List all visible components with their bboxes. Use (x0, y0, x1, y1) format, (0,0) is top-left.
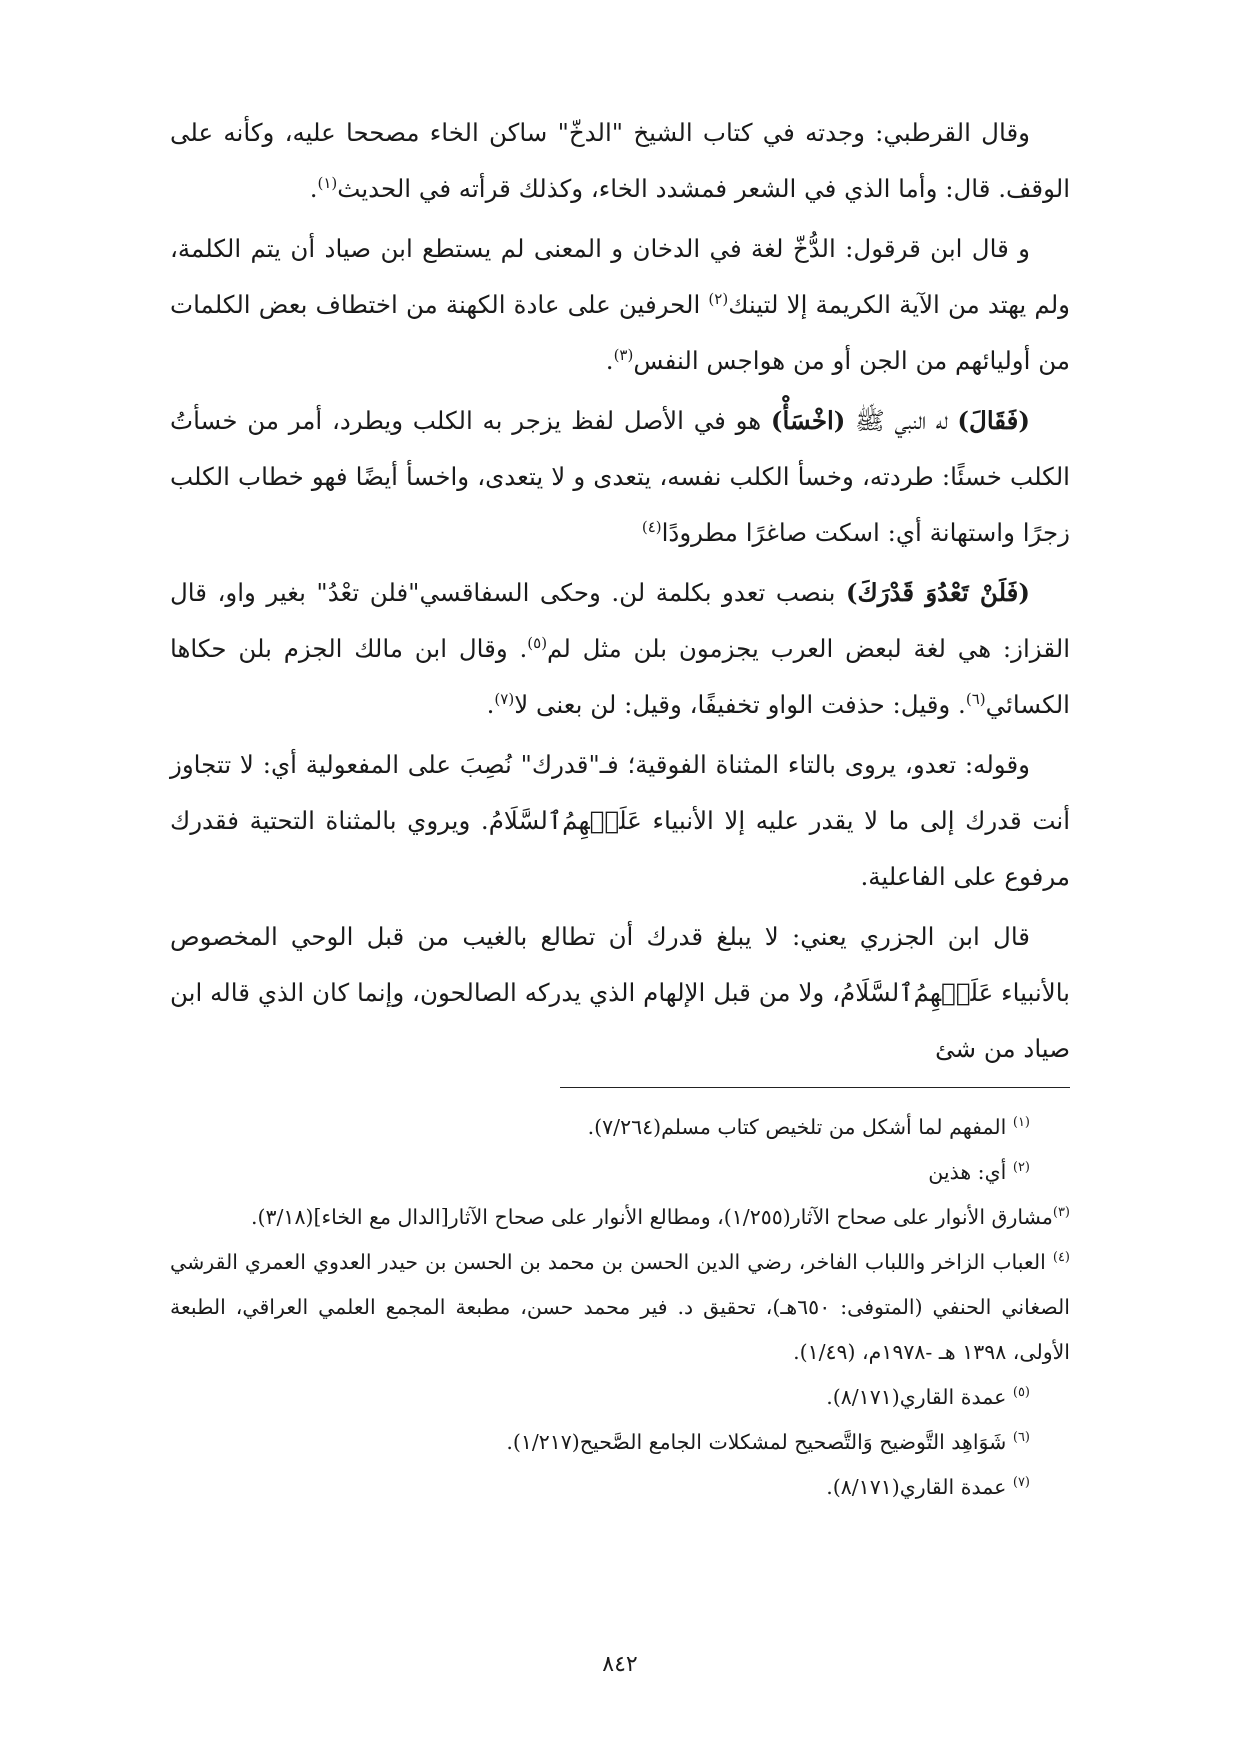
footnote-4: $^{(٤)}$ العباب الزاخر واللباب الفاخر، رضي الدين الحسن بن محمد بن الحسن بن حيدر العدوي العمري القرشي الصغاني الحنفي (المتوفى: ٦٥٠هـ)، تحقيق د. فير محمد حسن، مطبعة المجمع العلمي العراقي، الطبعة الأولى، ١٣٩٨ هـ -١٩٧٨م، (١/٤٩). (170, 1250, 1070, 1364)
paragraph-1: وقال القرطبي: وجدته في كتاب الشيخ "الدخّ" ساكن الخاء مصححا عليه، وكأنه على الوقف. قال: وأما الذي في الشعر فمشدد الخاء، وكذلك قرأته في الحديث$^{(١)}$. (170, 118, 1070, 203)
hadith-phrase: (فَقَالَ) (957, 406, 1030, 435)
footnote-1: $^{(١)}$ المفهم لما أشكل من تلخيص كتاب مسلم(٧/٢٦٤). (587, 1115, 1030, 1139)
main-text (170, 105, 1070, 1081)
footnote-ref[interactable]: (٥) (527, 633, 548, 652)
footnote-2: $^{(٢)}$ أي: هذين (928, 1160, 1030, 1184)
footnote-ref[interactable]: (٦) (965, 689, 986, 708)
paragraph-2: و قال ابن قرقول: الدُّخّ لغة في الدخان و المعنى لم يستطع ابن صياد أن يتم الكلمة، ولم يهتد من الآية الكريمة إلا لتينك$^{(٢)}$ الحرفين على عادة الكهنة من اختطاف بعض الكلمات من أوليائهم من الجن أو من هواجس النفس$^{(٣)}$. (170, 234, 1070, 375)
paragraph-5: وقوله: تعدو، يروى بالتاء المثناة الفوقية؛ فـ"قدرك" نُصِبَ على المفعولية أي: لا تتجاوز أنت قدرك إلى ما لا يقدر عليه إلا الأنبياء عَلَيۡهِمُ‌ٱلسَّلَامُ. ويروي بالمثناة التحتية فقدرك مرفوع على الفاعلية. (170, 750, 1070, 891)
footnote-6: $^{(٦)}$ شَوَاهِد التَّوضيح وَالتَّصحيح لمشكلات الجامع الصَّحيح(١/٢١٧). (506, 1430, 1030, 1454)
page-number: ٨٤٢ (602, 1652, 638, 1677)
footnote-ref[interactable]: (١) (317, 173, 338, 192)
paragraph-4: (فَلَنْ تَعْدُوَ قَدْرَكَ) بنصب تعدو بكلمة لن. وحكى السفاقسي"فلن تعْدُ" بغير واو، قال القزاز: هي لغة لبعض العرب يجزمون بلن مثل لم$^{(٥)}$. وقال ابن مالك الجزم بلن حكاها الكسائي$^{(٦)}$. وقيل: حذفت الواو تخفيفًا، وقيل: لن بعنى لا$^{(٧)}$. (170, 578, 1070, 719)
footnotes (170, 1105, 1070, 1510)
footnote-7: $^{(٧)}$ عمدة القاري(٨/١٧١). (826, 1475, 1030, 1499)
footnote-3: $^{(٣)}$مشارق الأنوار على صحاح الآثار(١/٢٥٥)، ومطالع الأنوار على صحاح الآثار[الدال مع الخاء](٣/١٨). (251, 1205, 1070, 1229)
footnote-ref[interactable]: (٧) (494, 689, 515, 708)
footnote-separator (560, 1087, 1070, 1088)
footnote-ref[interactable]: (٤) (641, 517, 662, 536)
footnote-ref[interactable]: (٣) (613, 345, 634, 364)
paragraph-3: (فَقَالَ) له النبي ﷺ (اخْسَأْ) هو في الأصل لفظ يزجر به الكلب ويطرد، أمر من خسأتُ الكلب خسئًا: طردته، وخسأ الكلب نفسه، يتعدى و لا يتعدى، واخسأ أيضًا فهو خطاب الكلب زجرًا واستهانة أي: اسكت صاغرًا مطرودًا$^{(٤)}$ (170, 406, 1070, 547)
hadith-phrase: (اخْسَأْ) (770, 406, 846, 435)
hadith-phrase: (فَلَنْ تَعْدُوَ قَدْرَكَ) (845, 578, 1030, 607)
paragraph-6: قال ابن الجزري يعني: لا يبلغ قدرك أن تطالع بالغيب من قبل الوحي المخصوص بالأنبياء عَلَيۡهِمُ‌ٱلسَّلَامُ، ولا من قبل الإلهام الذي يدركه الصالحون، وإنما كان الذي قاله ابن صياد من شئ (170, 922, 1070, 1063)
footnote-ref[interactable]: (٢) (708, 289, 729, 308)
footnote-5: $^{(٥)}$ عمدة القاري(٨/١٧١). (826, 1385, 1030, 1409)
